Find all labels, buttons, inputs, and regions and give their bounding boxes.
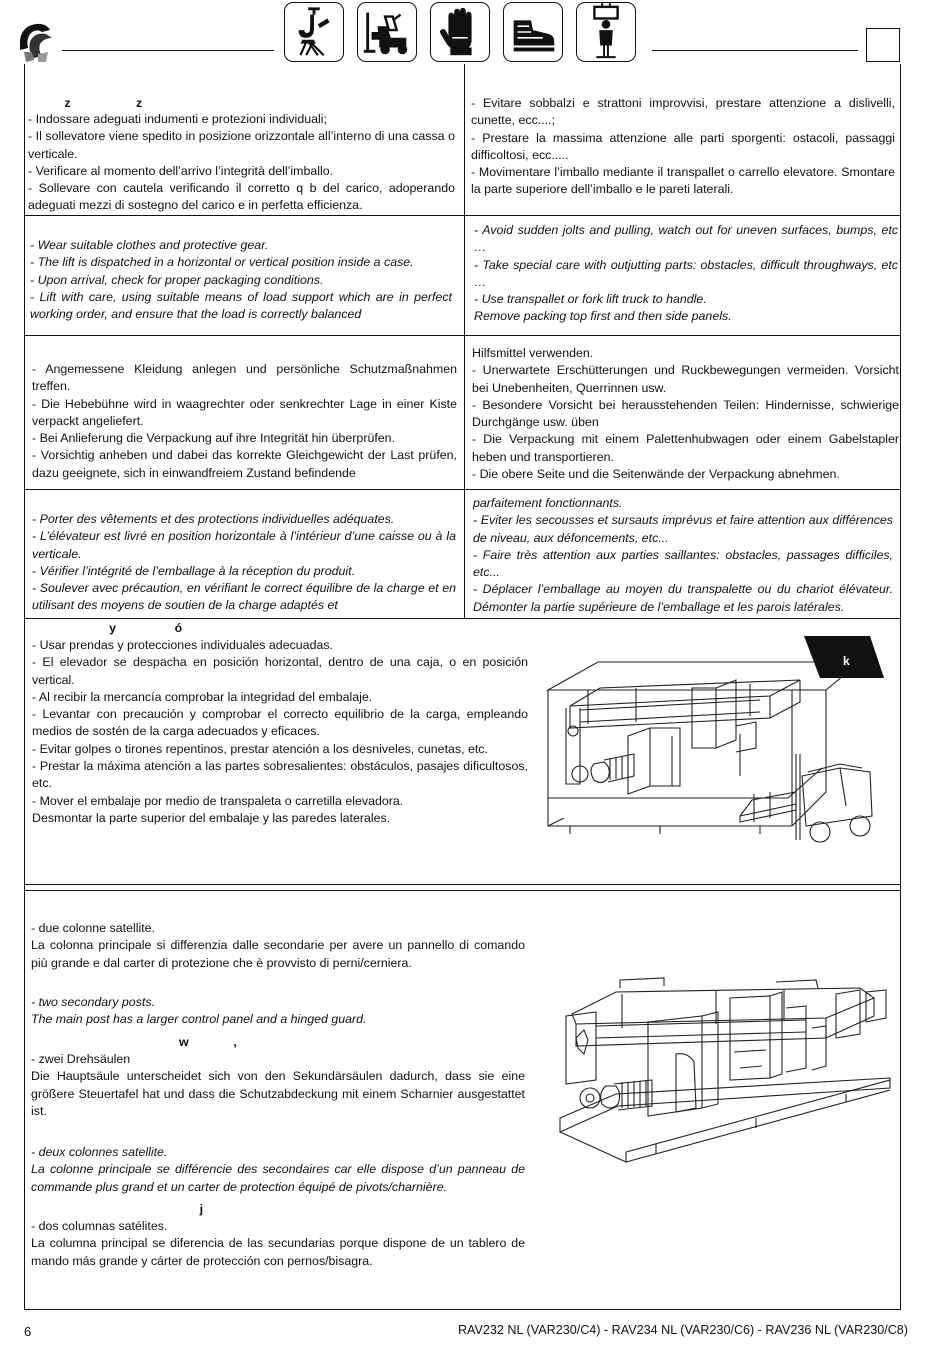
it-left-line: - Sollevare con cautela verificando il corretto q b del carico, adoperando adeguati mezzi di sostegno del carico e in perfetta efficienza. — [28, 181, 455, 213]
it-heading: z z — [30, 96, 143, 110]
fr-right-line: - Déplacer l’emballage au moyen du transpalette ou du chariot élévateur. Démonter la partie supérieure de l’emballage et les parois latérales. — [473, 582, 893, 614]
posts-de-line: - zwei Drehsäulen — [31, 1052, 131, 1066]
de-left-line: - Die Hebebühne wird in waagrechter oder senkrechter Lage in einer Kiste verpackt angeliefert. — [32, 396, 457, 428]
de-left-line: - Vorsichtig anheben und dabei das korrekte Gleichgewicht der Last prüfen, dazu geeignete, sich in einwandfreiem Zustand befindende — [32, 448, 457, 480]
unpacked-lift-illustration — [556, 968, 894, 1168]
de-left-text — [32, 361, 457, 482]
es-heading: y ó — [30, 621, 183, 635]
posts-en-text — [31, 994, 525, 1029]
forklift-icon — [357, 2, 417, 62]
en-right-line: - Avoid sudden jolts and pulling, watch out for uneven surfaces, bumps, etc … — [474, 223, 898, 255]
posts-en-line: - two secondary posts. — [31, 995, 155, 1009]
de-right-line: - Die obere Seite und die Seitenwände der Verpackung abnehmen. — [472, 467, 840, 482]
it-right-text — [471, 95, 895, 199]
en-right-line: - Take special care with outjutting parts: obstacles, difficult throughways, etc … — [474, 257, 898, 289]
posts-fr-line: - deux colonnes satellite. — [31, 1145, 168, 1159]
it-left-text — [28, 111, 455, 215]
en-left-line: - Upon arrival, check for proper packaging conditions. — [30, 272, 324, 287]
es-line: Desmontar la parte superior del embalaje y las paredes laterales. — [32, 810, 391, 825]
es-line: - Levantar con precaución y comprobar el correcto equilibrio de la carga, empleando medios de sostén de la carga adecuados y eficaces. — [32, 707, 528, 739]
section-divider — [24, 489, 901, 490]
es-text — [32, 637, 528, 827]
en-right-text — [474, 222, 898, 326]
page-number: 6 — [24, 1324, 32, 1339]
posts-fr-text — [31, 1144, 525, 1196]
section-divider — [24, 335, 901, 336]
header-rule-left — [62, 50, 274, 51]
fr-right-line: - Faire très attention aux parties saillantes: obstacles, passages difficiles, etc... — [473, 547, 893, 580]
fr-left-line: - Soulever avec précaution, en vérifiant le correct équilibre de la charge et en utilisant des moyens de soutien de la charge adaptés et — [32, 581, 456, 613]
posts-de-heading: w , — [31, 1035, 237, 1049]
en-left-line: - Lift with care, using suitable means of load support which are in perfect working order, and ensure that the load is correctly balanced — [30, 289, 452, 322]
posts-it-text — [31, 920, 525, 972]
de-right-line: - Die Verpackung mit einem Palettenhubwagen oder einem Gabelstapler heben und transportieren. — [472, 432, 899, 464]
worker-with-load-icon — [576, 2, 636, 62]
it-left-line: - Il sollevatore viene spedito in posizione orizzontale all’interno di una cassa o verticale. — [28, 129, 455, 161]
posts-de-line: Die Hauptsäule unterscheidet sich von den Sekundärsäulen dadurch, dass sie eine größere Steuertafel hat und dass die Schutzabdeckung mit einem Scharnier ausgestattet ist. — [31, 1069, 525, 1118]
header-rule-right — [652, 50, 858, 51]
brand-logo-icon — [16, 18, 58, 64]
section-divider — [24, 215, 901, 216]
posts-it-line: La colonna principale si differenzia dalle secondarie per avere un pannello di comando più grande e dal carter di protezione che è provvisto di perni/cerniera. — [31, 938, 525, 970]
en-left-line: - Wear suitable clothes and protective gear. — [30, 238, 269, 252]
posts-de-text — [31, 1051, 525, 1120]
model-reference: RAV232 NL (VAR230/C4) - RAV234 NL (VAR230/C6) - RAV236 NL (VAR230/C8) — [457, 1323, 908, 1337]
de-left-line: - Angemessene Kleidung anlegen und persönliche Schutzmaßnahmen treffen. — [32, 362, 457, 394]
es-line: - Usar prendas y protecciones individuales adecuadas. — [32, 638, 333, 652]
it-right-line: - Prestare la massima attenzione alle parti sporgenti: ostacoli, passaggi difficoltosi, ecc..... — [471, 130, 895, 162]
posts-it-line: - due colonne satellite. — [31, 921, 155, 935]
fr-right-text — [473, 495, 893, 616]
posts-fr-line: La colonne principale se différencie des secondaires car elle dispose d’un panneau de commande plus grand et un carter de protection équipé de pivots/charnière. — [31, 1162, 525, 1194]
en-right-line: Remove packing top first and then side panels. — [474, 309, 732, 324]
es-line: - Al recibir la mercancía comprobar la integridad del embalaje. — [32, 689, 373, 704]
de-right-line: Hilfsmittel verwenden. — [472, 346, 594, 360]
protective-glove-icon — [430, 2, 490, 62]
page-corner-box — [866, 28, 900, 62]
section-divider — [24, 884, 901, 885]
fr-right-line: - Eviter les secousses et sursauts imprévus et faire attention aux différences de niveau, aux défoncements, etc... — [473, 513, 893, 545]
posts-es-line: - dos columnas satélites. — [31, 1219, 168, 1233]
posts-es-line: La columna principal se diferencia de las secundarias porque dispone de un tablero de mando más grande y cárter de protección con pernos/bisagra. — [31, 1236, 525, 1268]
de-right-line: - Unerwartete Erschütterungen und Ruckbewegungen vermeiden. Vorsicht bei Unebenheiten, Querrinnen usw. — [472, 363, 899, 395]
safety-shoe-icon — [503, 2, 563, 62]
it-right-line: - Movimentare l’imballo mediante il transpallet o carrello elevatore. Smontare la parte superiore dell’imballo e le pareti laterali. — [471, 165, 895, 197]
en-left-text — [30, 237, 452, 323]
es-line: - Prestar la máxima atención a las partes sobresalientes: obstáculos, pasajes dificultosos, etc. — [32, 759, 528, 791]
de-right-line: - Besondere Vorsicht bei herausstehenden Teilen: Hindernisse, schwierige Durchgänge usw. üben — [472, 397, 899, 430]
en-right-line: - Use transpallet or fork lift truck to handle. — [474, 292, 707, 307]
es-line: - Mover el embalaje por medio de transpaleta o carretilla elevadora. — [32, 793, 404, 808]
it-right-line: - Evitare sobbalzi e strattoni improvvisi, prestare attenzione a dislivelli, cunette, ecc....; — [471, 96, 895, 128]
es-line: - El elevador se despacha en posición horizontal, dentro de una caja, o en posición vertical. — [32, 655, 528, 687]
posts-es-heading: j — [31, 1202, 204, 1216]
fr-left-line: - Vérifier l’intégrité de l’emballage à la réception du produit. — [32, 563, 356, 578]
section-divider — [24, 618, 901, 619]
es-line: - Evitar golpes o tirones repentinos, prestar atención a los desniveles, cunetas, etc. — [32, 741, 488, 756]
illustration-badge-label: k — [843, 654, 850, 668]
de-left-line: - Bei Anlieferung die Verpackung auf ihre Integrität hin überprüfen. — [32, 431, 396, 446]
section-divider — [24, 890, 901, 891]
fr-left-line: - Porter des vêtements et des protections individuelles adéquates. — [32, 512, 395, 526]
de-right-text — [472, 345, 899, 483]
it-left-line: - Indossare adeguati indumenti e protezioni individuali; — [28, 112, 327, 126]
posts-es-text — [31, 1218, 525, 1270]
posts-en-line: The main post has a larger control panel and a hinged guard. — [31, 1012, 367, 1027]
en-left-line: - The lift is dispatched in a horizontal or vertical position inside a case. — [30, 255, 414, 270]
crane-hook-icon — [284, 2, 344, 62]
fr-left-text — [32, 511, 456, 615]
crate-forklift-illustration — [540, 636, 890, 861]
it-left-line: - Verificare al momento dell’arrivo l’integrità dell’imballo. — [28, 163, 334, 178]
fr-left-line: - L’élévateur est livré en position horizontale à l’intérieur d’une caisse ou à la verticale. — [32, 529, 456, 561]
column-divider — [464, 64, 465, 618]
fr-right-line: parfaitement fonctionnants. — [473, 496, 623, 510]
